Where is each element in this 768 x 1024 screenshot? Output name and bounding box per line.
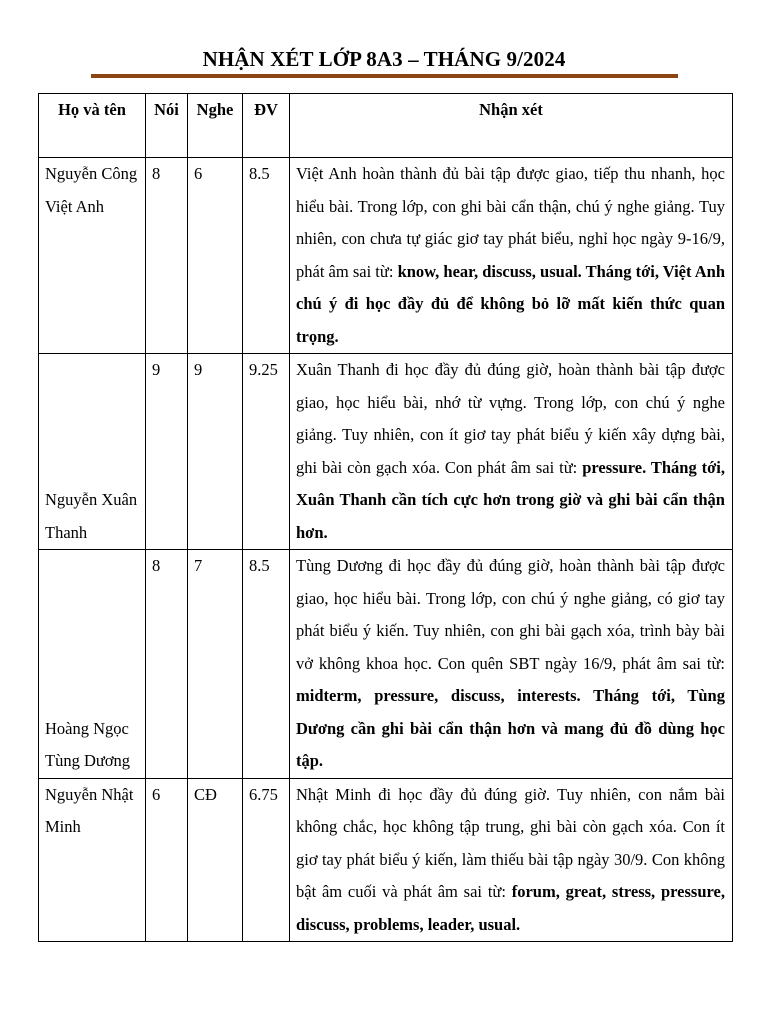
student-name-cell [39,354,146,550]
student-name: Nguyễn Công Việt Anh [39,158,146,354]
student-name: Hoàng Ngọc Tùng Dương [45,718,131,770]
comment-text: Xuân Thanh đi học đầy đủ đúng giờ, hoàn thành bài tập được giao, học hiểu bài, nhớ từ vựng. Trong lớp, con chú ý nghe giảng. Tuy nhiên, con ít giơ tay phát biểu ý kiến xây dựng bài, ghi bài còn gạch xóa. Con phát âm sai từ: [296,360,725,477]
speaking-score: 8 [146,158,188,354]
table-row [39,550,733,779]
comment-cell [290,778,733,942]
comment-cell [290,354,733,550]
header-name: Họ và tên [39,94,146,158]
page-title: NHẬN XÉT LỚP 8A3 – THÁNG 9/2024 [202,47,566,71]
listening-score: 7 [188,550,243,779]
header-listening: Nghe [188,94,243,158]
student-name-cell [39,550,146,779]
speaking-score: 9 [146,354,188,550]
unit-score: 6.75 [243,778,290,942]
unit-score: 8.5 [243,550,290,779]
comment-highlight: midterm, pressure, discuss, interests. Tháng tới, Tùng Dương cần ghi bài cẩn thận hơn và mang đủ đồ dùng học tập. [296,686,725,770]
header-comment: Nhận xét [290,94,733,158]
table-row [39,778,733,942]
speaking-score: 6 [146,778,188,942]
comment-highlight: know, hear, discuss, usual. Tháng tới, Việt Anh chú ý đi học đầy đủ để không bỏ lỡ mất kiến thức quan trọng. [296,261,725,346]
listening-score: 9 [188,354,243,550]
table-row [39,158,733,354]
comment-text: Nhật Minh đi học đầy đủ đúng giờ. Tuy nhiên, con nắm bài không chắc, học không tập trung, ghi bài còn gạch xóa. Con ít giơ tay phát biểu ý kiến, làm thiếu bài tập ngày 30/9. Con không bật âm cuối và phát âm sai từ: [296,784,725,901]
comment-cell [290,550,733,779]
comment-text: Việt Anh hoàn thành đủ bài tập được giao, tiếp thu nhanh, học hiểu bài. Trong lớp, con ghi bài cẩn thận, chú ý nghe giảng. Tuy nhiên, con chưa tự giác giơ tay phát biểu, nghỉ học ngày 9-16/9, phát âm sai từ: [296,164,725,281]
student-name: Nguyễn Nhật Minh [39,778,146,942]
table-header-row [39,94,733,158]
speaking-score: 8 [146,550,188,779]
comment-highlight: pressure. Tháng tới, Xuân Thanh cần tích cực hơn trong giờ và ghi bài cẩn thận hơn. [296,457,726,542]
comment-text: Tùng Dương đi học đầy đủ đúng giờ, hoàn thành bài tập được giao, học hiểu bài. Trong lớp, con chú ý nghe giảng, có giơ tay phát biểu ý kiến. Tuy nhiên, con ghi bài gạch xóa, trình bày bài vở không khoa học. Con quên SBT ngày 16/9, phát âm sai từ: [296,556,725,673]
listening-score: CĐ [188,778,243,942]
evaluation-table [38,93,733,942]
comment-highlight: forum, great, stress, pressure, discuss, problems, leader, usual. [296,882,725,934]
header-unit: ĐV [243,94,290,158]
title-underline [91,74,678,78]
listening-score: 6 [188,158,243,354]
table-row [39,354,733,550]
comment-cell [290,158,733,354]
unit-score: 9.25 [243,354,290,550]
student-name: Nguyễn Xuân Thanh [45,490,138,542]
header-speaking: Nói [146,94,188,158]
unit-score: 8.5 [243,158,290,354]
